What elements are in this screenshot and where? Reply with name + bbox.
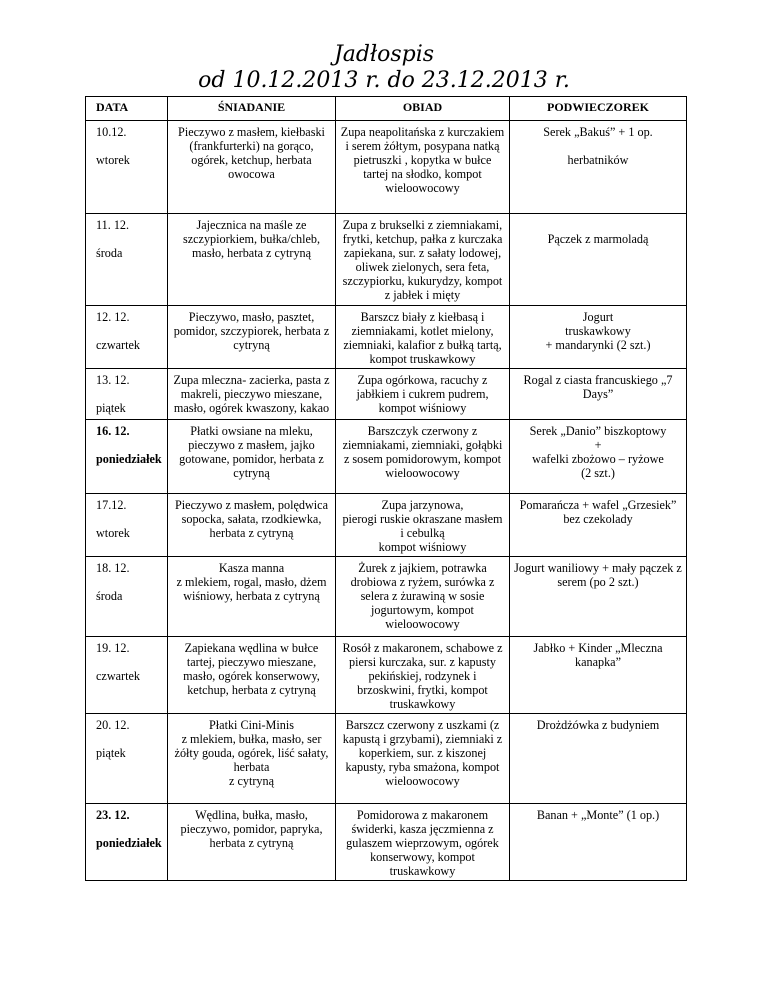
snack-cell: Jabłko + Kinder „Mleczna kanapka” <box>510 637 687 714</box>
table-row <box>86 306 687 369</box>
lunch-cell: Żurek z jajkiem, potrawka drobiowa z ryżem, surówka z selera z żurawiną w sosie jogurtowym, kompot wieloowocowy <box>336 557 510 637</box>
date-cell <box>86 214 168 306</box>
snack-cell: Jogurt waniliowy + mały pączek z serem (po 2 szt.) <box>510 557 687 637</box>
weekday: poniedziałek <box>96 836 162 850</box>
snack-cell: Pomarańcza + wafel „Grzesiek” bez czekolady <box>510 494 687 557</box>
date-cell <box>86 494 168 557</box>
weekday: piątek <box>96 746 126 760</box>
date-cell <box>86 637 168 714</box>
lunch-cell: Barszcz biały z kiełbasą i ziemniakami, kotlet mielony, ziemniaki, kalafior z bułką tartą, kompot truskawkowy <box>336 306 510 369</box>
date-value: 19. 12. <box>96 641 130 655</box>
table-row <box>86 637 687 714</box>
breakfast-cell: Wędlina, bułka, masło, pieczywo, pomidor, papryka, herbata z cytryną <box>168 804 336 881</box>
date-value: 23. 12. <box>96 808 130 822</box>
date-value: 13. 12. <box>96 373 130 387</box>
breakfast-cell: Kasza manna z mlekiem, rogal, masło, dżem wiśniowy, herbata z cytryną <box>168 557 336 637</box>
weekday: wtorek <box>96 526 130 540</box>
header-date: DATA <box>86 97 168 121</box>
snack-cell: Rogal z ciasta francuskiego „7 Days” <box>510 369 687 420</box>
date-value: 11. 12. <box>96 218 130 232</box>
table-row <box>86 557 687 637</box>
breakfast-cell: Płatki owsiane na mleku, pieczywo z masłem, jajko gotowane, pomidor, herbata z cytryną <box>168 420 336 494</box>
table-row <box>86 420 687 494</box>
lunch-cell: Zupa z brukselki z ziemniakami, frytki, ketchup, pałka z kurczaka zapiekana, sur. z sałaty lodowej, oliwek zielonych, sera feta, szczypiorku, kukurydzy, kompot z jabłek i mięty <box>336 214 510 306</box>
weekday: czwartek <box>96 669 140 683</box>
lunch-cell: Barszcz czerwony z uszkami (z kapustą i grzybami), ziemniaki z koperkiem, sur. z kiszonej kapusty, ryba smażona, kompot wieloowocowy <box>336 714 510 804</box>
lunch-cell: Pomidorowa z makaronem świderki, kasza jęczmienna z gulaszem wieprzowym, ogórek konserwowy, kompot truskawkowy <box>336 804 510 881</box>
date-cell <box>86 121 168 214</box>
breakfast-cell: Pieczywo z masłem, kiełbaski (frankfurterki) na gorąco, ogórek, ketchup, herbata owocowa <box>168 121 336 214</box>
menu-title: Jadłospis <box>333 42 435 67</box>
table-row <box>86 714 687 804</box>
weekday: wtorek <box>96 153 130 167</box>
date-value: 12. 12. <box>96 310 130 324</box>
menu-table <box>85 96 687 881</box>
date-value: 18. 12. <box>96 561 130 575</box>
weekday: czwartek <box>96 338 140 352</box>
breakfast-cell: Pieczywo, masło, pasztet, pomidor, szczypiorek, herbata z cytryną <box>168 306 336 369</box>
header-snack: PODWIECZOREK <box>510 97 687 121</box>
date-value: 16. 12. <box>96 424 130 438</box>
lunch-cell: Barszczyk czerwony z ziemniakami, ziemniaki, gołąbki z sosem pomidorowym, kompot wieloowocowy <box>336 420 510 494</box>
menu-date-range: od 10.12.2013 r. do 23.12.2013 r. <box>198 68 570 93</box>
table-row <box>86 494 687 557</box>
table-row <box>86 369 687 420</box>
date-cell <box>86 306 168 369</box>
date-cell <box>86 714 168 804</box>
weekday: środa <box>96 246 123 260</box>
snack-cell: Pączek z marmoladą <box>510 214 687 306</box>
table-row <box>86 214 687 306</box>
date-value: 10.12. <box>96 125 127 139</box>
header-lunch: OBIAD <box>336 97 510 121</box>
table-row <box>86 121 687 214</box>
table-row <box>86 804 687 881</box>
lunch-cell: Zupa jarzynowa, pierogi ruskie okraszane masłem i cebulką kompot wiśniowy <box>336 494 510 557</box>
breakfast-cell: Zupa mleczna- zacierka, pasta z makreli, pieczywo mieszane, masło, ogórek kwaszony, kakao <box>168 369 336 420</box>
breakfast-cell: Płatki Cini-Minis z mlekiem, bułka, masło, ser żółty gouda, ogórek, liść sałaty, herbata z cytryną <box>168 714 336 804</box>
header-breakfast: ŚNIADANIE <box>168 97 336 121</box>
snack-cell: Jogurt truskawkowy + mandarynki (2 szt.) <box>510 306 687 369</box>
date-cell <box>86 420 168 494</box>
lunch-cell: Zupa neapolitańska z kurczakiem i serem żółtym, posypana natką pietruszki , kopytka w bułce tartej na słodko, kompot wieloowocowy <box>336 121 510 214</box>
lunch-cell: Rosół z makaronem, schabowe z piersi kurczaka, sur. z kapusty pekińskiej, rodzynek i brzoskwini, frytki, kompot truskawkowy <box>336 637 510 714</box>
weekday: piątek <box>96 401 126 415</box>
snack-cell: Drożdżówka z budyniem <box>510 714 687 804</box>
breakfast-cell: Pieczywo z masłem, polędwica sopocka, sałata, rzodkiewka, herbata z cytryną <box>168 494 336 557</box>
snack-cell: Serek „Bakuś” + 1 op. herbatników <box>510 121 687 214</box>
breakfast-cell: Jajecznica na maśle ze szczypiorkiem, bułka/chleb, masło, herbata z cytryną <box>168 214 336 306</box>
header-row <box>86 97 687 121</box>
date-value: 20. 12. <box>96 718 130 732</box>
lunch-cell: Zupa ogórkowa, racuchy z jabłkiem i cukrem pudrem, kompot wiśniowy <box>336 369 510 420</box>
weekday: środa <box>96 589 123 603</box>
snack-cell: Serek „Danio” biszkoptowy + wafelki zbożowo – ryżowe (2 szt.) <box>510 420 687 494</box>
weekday: poniedziałek <box>96 452 162 466</box>
date-cell <box>86 557 168 637</box>
date-cell <box>86 369 168 420</box>
breakfast-cell: Zapiekana wędlina w bułce tartej, pieczywo mieszane, masło, ogórek konserwowy, ketchup, herbata z cytryną <box>168 637 336 714</box>
date-value: 17.12. <box>96 498 127 512</box>
date-cell <box>86 804 168 881</box>
snack-cell: Banan + „Monte” (1 op.) <box>510 804 687 881</box>
